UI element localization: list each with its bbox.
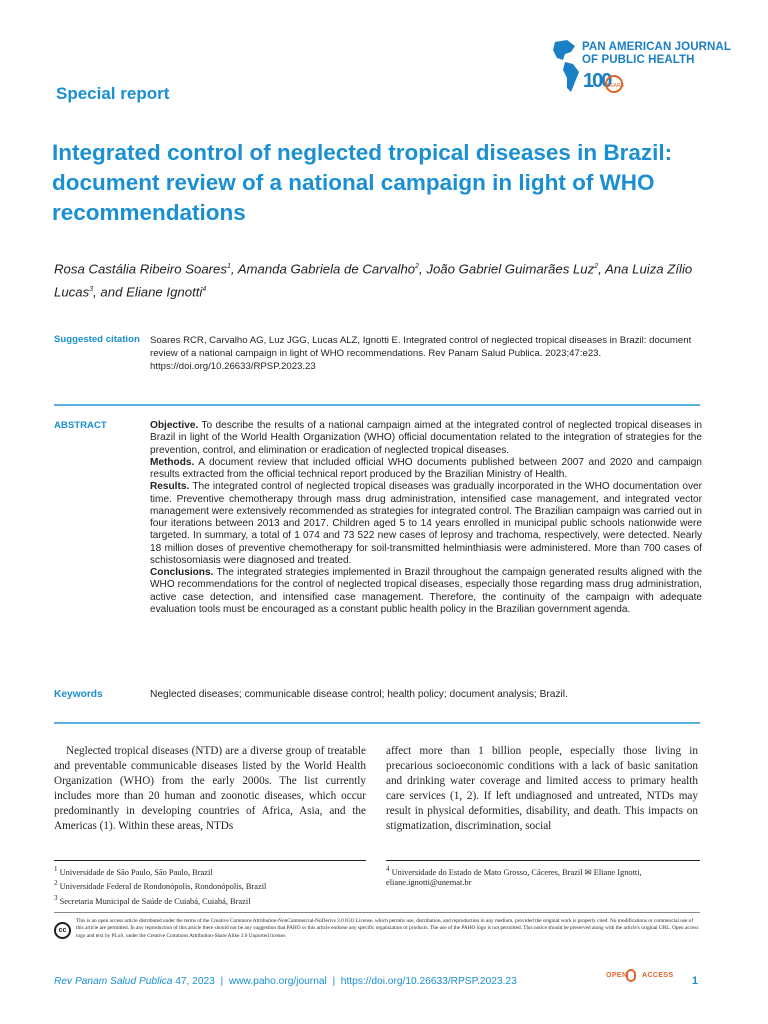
footer-volume: 47, 2023 (172, 976, 215, 987)
citation-text: Soares RCR, Carvalho AG, Luz JGG, Lucas ALZ, Ignotti E. Integrated control of neglected tropical diseases in Brazil: document review of a national campaign in light of WHO recommendations. Rev Panam Salud Publica. 2023;47:e23. https://doi.org/10.26633/RPSP.2023.23 (150, 335, 692, 372)
author-affiliation: 2 (594, 263, 599, 270)
footnote: $^2$ Universidade Federal de Rondonópolis, Rondonópolis, Brazil (54, 879, 267, 892)
page-number: 1 (692, 975, 699, 987)
license-text: This is an open access article distributed under the terms of the Creative Commons Attribution-NonCommercial-NoDerivs 3.0 IGO License, which permits use, distribution, and reproduction in any medium, provided the original work is properly cited. No modifications or commercial use of this article are permitted. In any reproduction of this article there should not be any suggestion that PAHO or this article endorse any specific organization or products. The use of the PAHO logo is not permitted. This notice should be preserved along with the article's original URL. Open access logo and text by PLoS, under the Creative Commons Attribution-Share Alike 3.0 Unported license. (76, 918, 699, 939)
author-name: Rosa Castália Ribeiro Soares (54, 261, 227, 277)
author-separator: , and (93, 284, 127, 300)
license-rule (54, 912, 700, 913)
footnotes-right (386, 864, 702, 889)
journal-logo-text (582, 41, 731, 67)
footer-journal: Rev Panam Salud Publica (54, 976, 173, 987)
citation-label: Suggested citation (54, 334, 140, 345)
footnote: $^3$ Secretaria Municipal de Saúde de Cuiabá, Cuiabá, Brazil (54, 893, 251, 906)
open-access-lock-icon (626, 969, 636, 982)
abstract-body (150, 420, 702, 616)
body-column-right (386, 744, 698, 835)
author-name: Amanda Gabriela de Carvalho (237, 261, 416, 277)
author-name: João Gabriel Guimarães Luz (426, 261, 595, 277)
abstract-results: Results. The integrated control of neglected tropical diseases was gradually incorporated in the WHO documentation over time. Preventive chemotherapy through mass drug administration, intensified case management, and integrated vector management were extensively recommended as strategies for integrated control. The Brazilian campaign was carried out in four iterations between 2013 and 2017. Children aged 5 to 14 years enrolled in municipal public schools nationwide were targeted. In summary, a total of 1 074 and 73 522 new cases of leprosy and trachoma, respectively, were detected. Nearly 18 million doses of preventive chemotherapy for soil-transmitted helminthiasis were administered. More than 700 cases of schistosomiasis were diagnosed and treated. (150, 481, 702, 566)
author-name: Ana Luiza Zílio Lucas (54, 261, 693, 300)
footnote-rule-right (386, 860, 700, 861)
abstract-objective: Objective. To describe the results of a national campaign aimed at the integrated control of neglected tropical diseases in Brazil in light of the World Health Organization (WHO) official documentation related to the integration of strategies for the prevention, control, and elimination or eradication of neglected tropical diseases. (150, 420, 702, 456)
footnotes-left (54, 864, 366, 907)
footnote: $^4$ Universidade do Estado de Mato Grosso, Cáceres, Brazil ✉ Eliane Ignotti, eliane.ignotti@unemat.br (386, 865, 642, 888)
section-label: Special report (56, 84, 170, 103)
creative-commons-icon: cc (54, 922, 71, 939)
abstract-methods: Methods. A document review that included official WHO documents published between 2007 and 2020 and campaign results extracted from the official technical report produced by the Brazilian Ministry of Health. (150, 456, 702, 480)
footer-url-link[interactable]: www.paho.org/journal (228, 976, 327, 987)
americas-map-icon (545, 36, 585, 98)
body-paragraph: Neglected tropical diseases (NTD) are a diverse group of treatable and preventable communicable diseases listed by the World Health Organization (WHO) from the early 2000s. The list currently includes more than 20 human and zoonotic diseases, which occur predominantly in developing countries of Africa, Asia, and the Americas (1). Within these areas, NTDs (54, 745, 366, 833)
abstract-conclusions: Conclusions. The integrated strategies implemented in Brazil throughout the campaign generated results aligned with the WHO recommendations for the control of neglected tropical diseases, especially those regarding mass drug administration, active case detection, and intensified case management. Therefore, the continuity of the campaign with adequate evaluation tools must be encouraged as a constant public health policy in the Brazilian government agenda. (150, 567, 702, 615)
author-separator: , (598, 261, 605, 277)
author-affiliation: 1 (226, 263, 231, 270)
footnote: $^1$ Universidade de São Paulo, São Paulo, Brazil (54, 865, 213, 877)
logo-line-2: OF PUBLIC HEALTH (582, 54, 695, 66)
keywords-text: Neglected diseases; communicable disease control; health policy; document analysis; Brazil. (150, 689, 568, 700)
abstract-bottom-rule (54, 722, 700, 724)
body-column-left (54, 744, 366, 835)
author-affiliation: 4 (202, 286, 207, 294)
page-footer: Rev Panam Salud Publica 47, 2023 | www.paho.org/journal | https://doi.org/10.26633/RPSP.2023.23 (54, 976, 517, 987)
abstract-label: ABSTRACT (54, 420, 107, 431)
keywords-label: Keywords (54, 689, 103, 700)
open-access-label-right: ACCESS (642, 972, 674, 979)
author-list (54, 256, 714, 303)
author-name: Eliane Ignotti (126, 284, 203, 300)
author-affiliation: 3 (89, 286, 94, 294)
abstract-top-rule (54, 404, 700, 406)
footer-doi-link[interactable]: https://doi.org/10.26633/RPSP.2023.23 (340, 976, 517, 987)
author-separator: , (230, 261, 238, 277)
author-affiliation: 2 (415, 263, 420, 270)
body-paragraph: affect more than 1 billion people, especially those living in precarious socioeconomic conditions with a lack of basic sanitation and drinking water coverage and limited access to primary health care services (1, 2). If left undiagnosed and untreated, NTDs may result in physical deformities, disability, and death. This impacts on stigmatization, discrimination, social (386, 745, 698, 833)
logo-line-1: PAN AMERICAN JOURNAL (582, 41, 731, 53)
author-separator: , (419, 261, 427, 277)
article-title: Integrated control of neglected tropical diseases in Brazil: document review of a national campaign in light of WHO recommendations (52, 140, 673, 225)
footnote-rule-left (54, 860, 366, 861)
open-access-label-left: OPEN (606, 972, 628, 979)
logo-100: 100 (583, 70, 611, 92)
logo-years-badge: YEARS (605, 75, 623, 93)
